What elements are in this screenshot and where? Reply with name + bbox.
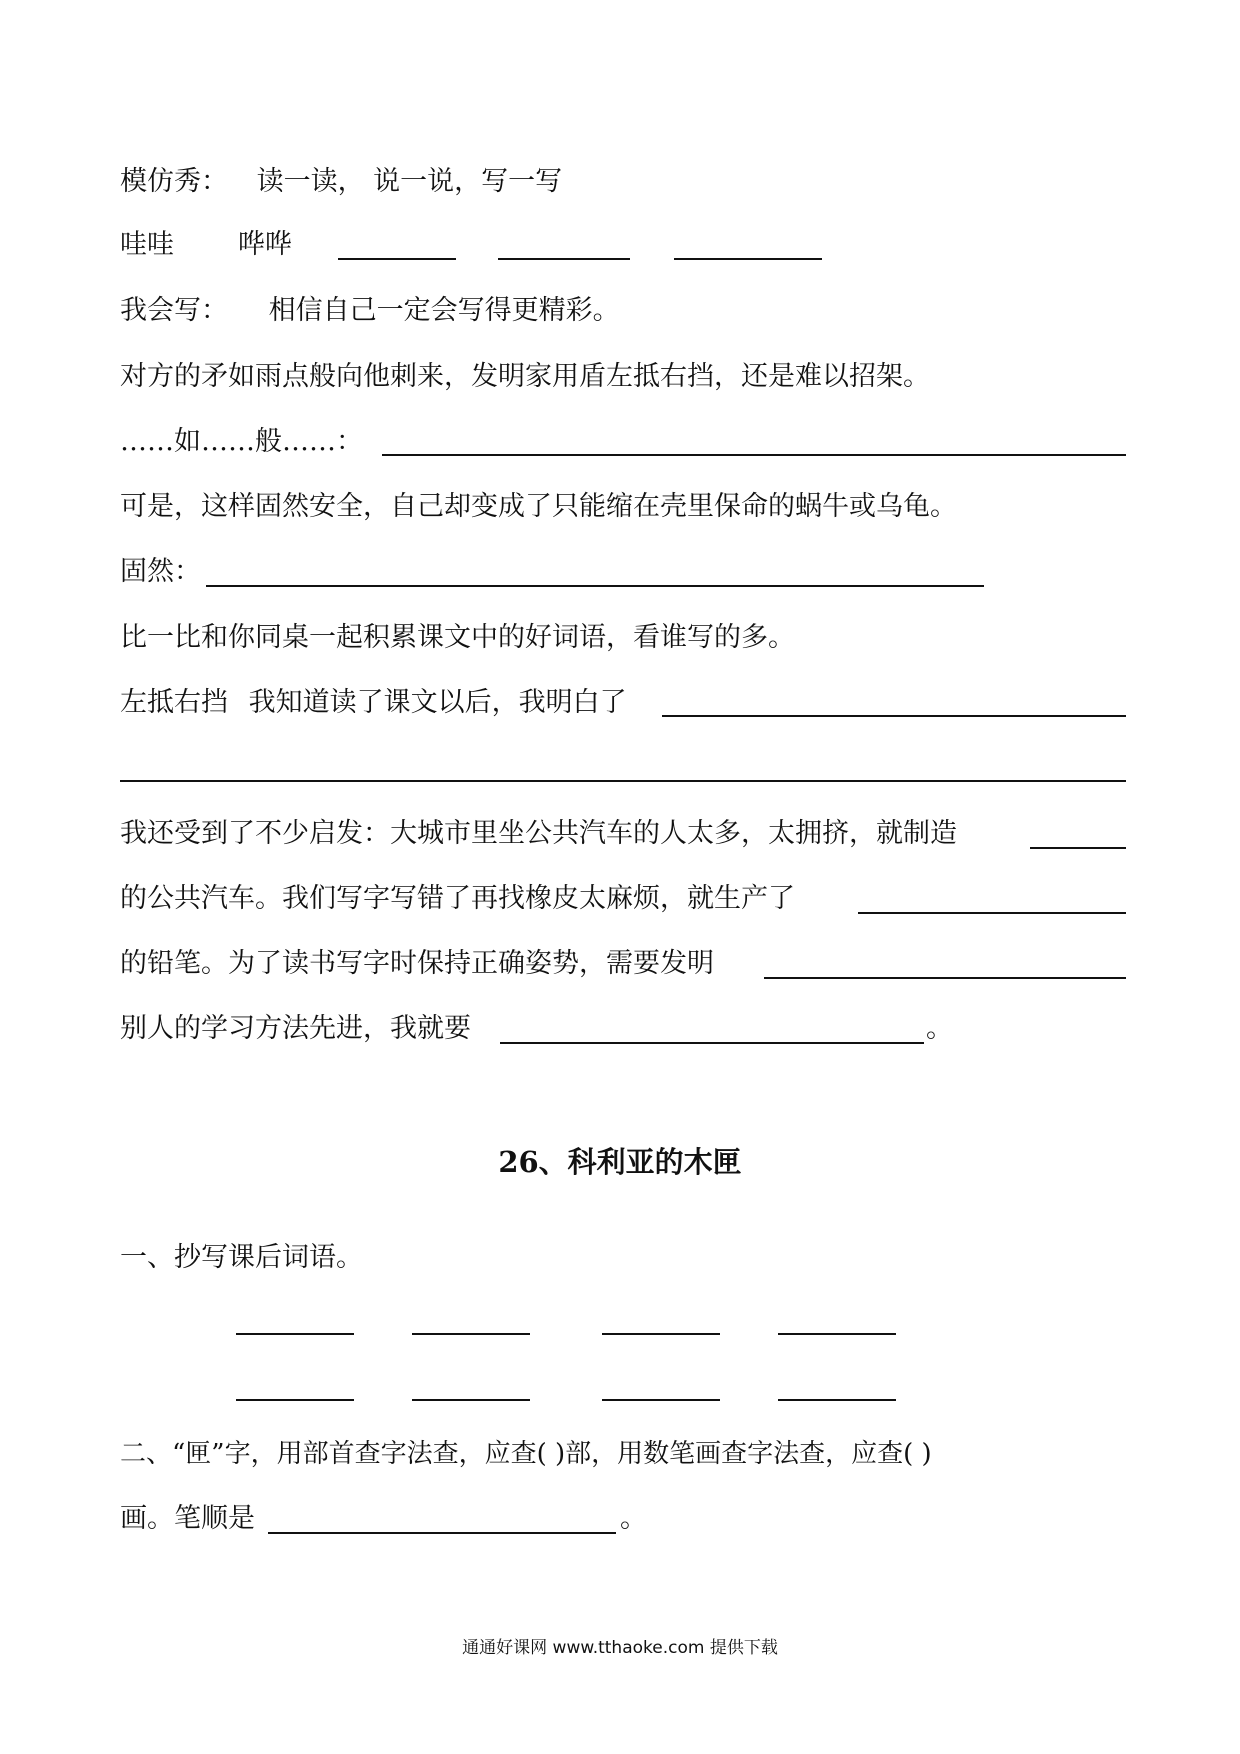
question-2-line-1: 二、“匣”字，用部首查字法查，应查( )部，用数笔画查字法查，应查( ) xyxy=(120,1439,932,1469)
inspire-line-2: 的公共汽车。我们写字写错了再找橡皮太麻烦，就生产了 xyxy=(120,883,795,914)
question-2-line-2: 画。笔顺是 xyxy=(120,1503,255,1534)
answer-blank[interactable] xyxy=(778,1399,896,1401)
answer-blank[interactable] xyxy=(120,780,1126,782)
answer-blank[interactable] xyxy=(236,1333,354,1335)
write-row xyxy=(120,295,620,327)
word-a: 哇哇 xyxy=(120,229,174,260)
period-mark: 。 xyxy=(620,1503,647,1534)
answer-blank[interactable] xyxy=(662,715,1126,717)
answer-blank[interactable] xyxy=(236,1399,354,1401)
answer-blank[interactable] xyxy=(382,454,1126,456)
lesson-title: 26、科利亚的木匣 xyxy=(498,1145,742,1179)
inspire-line-3: 的铅笔。为了读书写字时保持正确姿势，需要发明 xyxy=(120,948,714,979)
write-label: 我会写： xyxy=(120,295,228,326)
imitate-label: 模仿秀： xyxy=(120,166,228,197)
imitate-text: 读一读， 说一说，写一写 xyxy=(256,166,563,197)
inspire-line-4: 别人的学习方法先进，我就要 xyxy=(120,1013,471,1044)
answer-blank[interactable] xyxy=(858,912,1126,914)
answer-blank[interactable] xyxy=(412,1333,530,1335)
answer-blank[interactable] xyxy=(778,1333,896,1335)
word-b: 哗哗 xyxy=(238,229,292,260)
answer-blank[interactable] xyxy=(338,258,456,260)
sentence-2: 可是，这样固然安全，自己却变成了只能缩在壳里保命的蜗牛或乌龟。 xyxy=(120,491,957,522)
write-text: 相信自己一定会写得更精彩。 xyxy=(268,295,620,326)
answer-blank[interactable] xyxy=(500,1042,924,1044)
sentence-1: 对方的矛如雨点般向他刺来，发明家用盾左抵右挡，还是难以招架。 xyxy=(120,361,930,392)
answer-blank[interactable] xyxy=(268,1532,616,1534)
answer-blank[interactable] xyxy=(764,977,1126,979)
pattern-2-label: 固然： xyxy=(120,556,201,587)
understand-row xyxy=(120,687,627,719)
question-1: 一、抄写课后词语。 xyxy=(120,1242,363,1273)
compare-instruction: 比一比和你同桌一起积累课文中的好词语，看谁写的多。 xyxy=(120,622,795,653)
answer-blank[interactable] xyxy=(412,1399,530,1401)
inspire-line-1: 我还受到了不少启发：大城市里坐公共汽车的人太多，太拥挤，就制造 xyxy=(120,818,957,849)
answer-blank[interactable] xyxy=(602,1333,720,1335)
period-mark: 。 xyxy=(926,1013,953,1044)
answer-blank[interactable] xyxy=(206,585,984,587)
answer-blank[interactable] xyxy=(498,258,630,260)
answer-blank[interactable] xyxy=(602,1399,720,1401)
pattern-1-label: ……如……般……： xyxy=(120,426,363,457)
answer-blank[interactable] xyxy=(674,258,822,260)
page-footer: 通通好课网 www.tthaoke.com 提供下载 xyxy=(462,1638,778,1658)
answer-blank[interactable] xyxy=(1030,847,1126,849)
imitate-row xyxy=(120,166,562,198)
understand-text: 我知道读了课文以后，我明白了 xyxy=(248,687,627,718)
word-c: 左抵右挡 xyxy=(120,687,228,718)
